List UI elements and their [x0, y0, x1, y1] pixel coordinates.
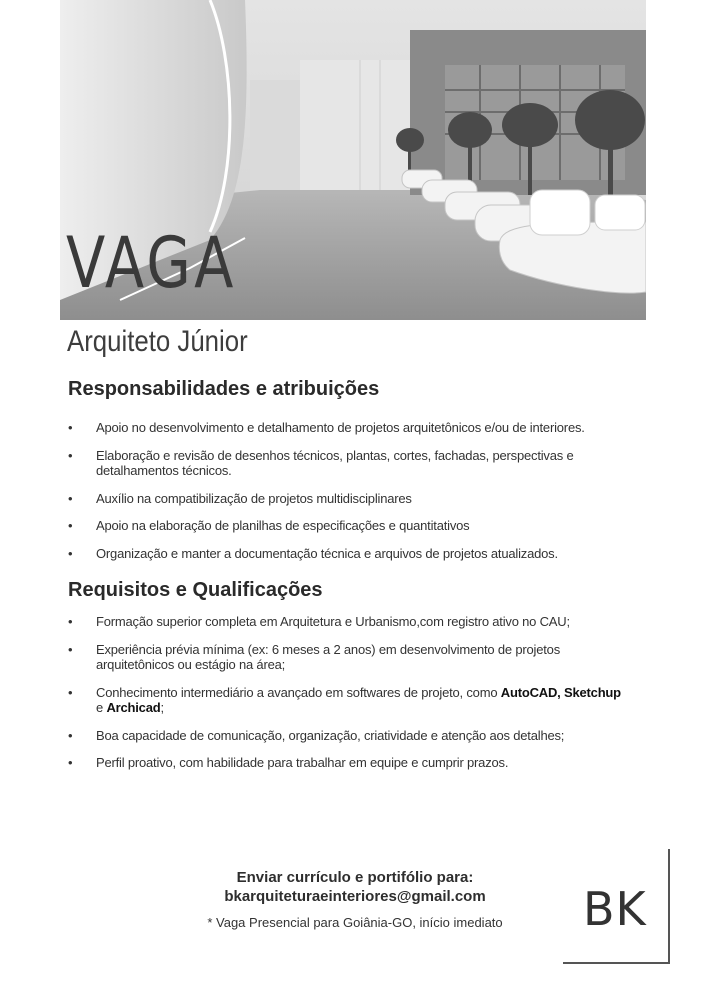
- bullet-dot: •: [68, 684, 73, 700]
- software-name: AutoCAD,: [500, 684, 561, 700]
- bk-logo: [563, 849, 670, 964]
- requirement-text: Experiência prévia mínima (ex: 6 meses a 2 anos) em desenvolvimento de projetos arquitetônicos ou estágio na área;: [96, 641, 560, 672]
- requirement-text: Boa capacidade de comunicação, organização, criatividade e atenção aos detalhes;: [96, 727, 565, 743]
- bullet-dot: •: [68, 490, 73, 506]
- requirement-item: [68, 728, 628, 744]
- responsibility-item: [68, 420, 628, 436]
- logo-vertical-rule: [668, 849, 670, 964]
- requirements-heading: Requisitos e Qualificações: [68, 579, 323, 601]
- requirement-text: Formação superior completa em Arquitetura e Urbanismo,com registro ativo no CAU;: [96, 614, 570, 629]
- responsibility-text: Auxílio na compatibilização de projetos multidisciplinares: [96, 490, 412, 506]
- requirement-item: [68, 614, 628, 630]
- job-subtitle: Arquiteto Júnior: [67, 325, 248, 358]
- responsibility-item: [68, 491, 628, 507]
- requirement-item: [68, 755, 628, 771]
- contact-note: * Vaga Presencial para Goiânia-GO, início imediato: [207, 915, 503, 930]
- bullet-dot: •: [68, 518, 73, 533]
- bullet-dot: •: [68, 641, 73, 657]
- responsibilities-list: [68, 420, 628, 573]
- logo-text: BK: [583, 882, 647, 936]
- responsibility-text: Elaboração e revisão de desenhos técnicos, plantas, cortes, fachadas, perspectivas e detalhamentos técnicos.: [96, 447, 574, 478]
- bullet-dot: •: [68, 420, 73, 435]
- contact-instruction: Enviar currículo e portifólio para:: [236, 869, 474, 886]
- responsibility-text: Apoio na elaboração de planilhas de especificações e quantitativos: [96, 518, 470, 533]
- requirements-list: [68, 614, 628, 783]
- logo-horizontal-rule: [563, 962, 670, 964]
- contact-email: bkarquiteturaeinteriores@gmail.com: [224, 888, 486, 905]
- requirement-text: e: [96, 700, 107, 715]
- software-name: Sketchup: [564, 684, 621, 700]
- bullet-dot: •: [68, 545, 73, 561]
- requirement-item: [68, 642, 628, 673]
- responsibility-item: [68, 448, 628, 479]
- requirement-text: ;: [160, 700, 164, 715]
- bullet-dot: •: [68, 614, 73, 629]
- bullet-dot: •: [68, 755, 73, 770]
- responsibility-item: [68, 546, 628, 562]
- responsibility-text: Apoio no desenvolvimento e detalhamento de projetos arquitetônicos e/ou de interiores.: [96, 420, 585, 435]
- requirement-text: Conhecimento intermediário a avançado em softwares de projeto, como: [96, 684, 501, 700]
- requirement-text: Perfil proativo, com habilidade para trabalhar em equipe e cumprir prazos.: [96, 755, 509, 770]
- responsibility-text: Organização e manter a documentação técnica e arquivos de projetos atualizados.: [96, 545, 558, 561]
- contact-block: [190, 868, 520, 930]
- software-name: Archicad: [106, 700, 161, 715]
- requirement-item: [68, 685, 628, 716]
- responsibilities-heading: Responsabilidades e atribuições: [68, 378, 380, 400]
- page-title: VAGA: [66, 222, 237, 304]
- bullet-dot: •: [68, 447, 73, 463]
- responsibility-item: [68, 518, 628, 534]
- bullet-dot: •: [68, 727, 73, 743]
